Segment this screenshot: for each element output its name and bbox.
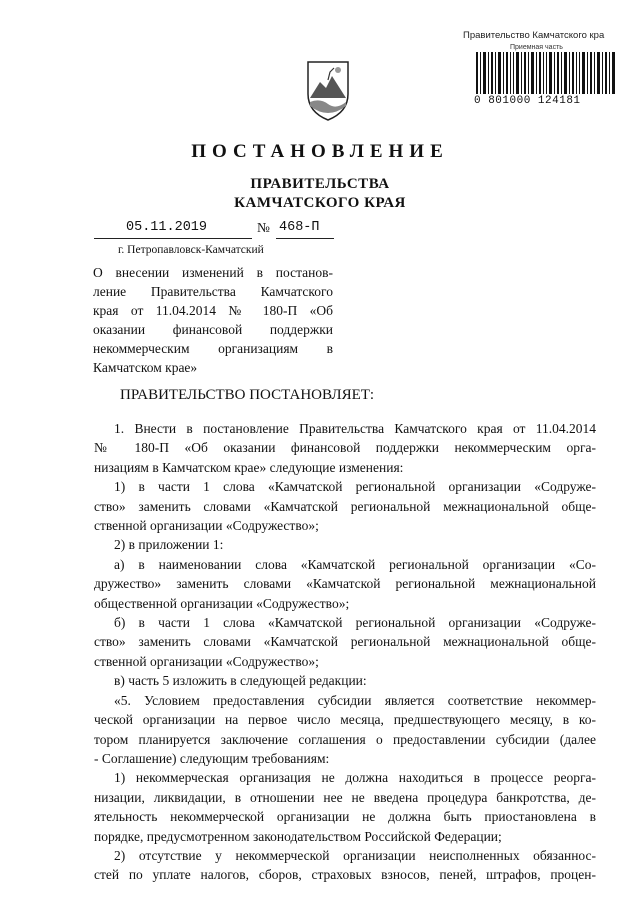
body-line: - Соглашение) следующим требованиям: xyxy=(94,750,330,766)
barcode-image xyxy=(476,52,616,94)
body-line: тором планируется заключение соглашения о предоставлении субсидии (далее xyxy=(94,731,596,747)
stamp-organization: Правительство Камчатского кра xyxy=(463,30,605,41)
coat-of-arms-icon xyxy=(304,58,352,122)
body-line: низации, ликвидации, в отношении нее не введена процедура банкротства, де- xyxy=(94,789,596,805)
body-line: а) в наименовании слова «Камчатской региональной организации «Со- xyxy=(114,556,596,572)
document-body xyxy=(94,419,596,885)
body-line: общественной организации «Содружество»; xyxy=(94,595,350,611)
body-line: ческой организации на первое число месяца, предшествующего месяцу, в ко- xyxy=(94,712,596,728)
subject-line: О внесении изменений в постанов- xyxy=(93,265,333,280)
body-line: 1) некоммерческая организация не должна находиться в процессе реорга- xyxy=(114,770,596,786)
document-number: 468-П xyxy=(279,220,320,235)
body-line: ство» заменить словами «Камчатской региональной межнациональной обще- xyxy=(94,634,596,650)
body-line: «5. Условием предоставления субсидии является соответствие некоммер- xyxy=(114,692,596,708)
subject-line: ление Правительства Камчатского xyxy=(93,284,333,299)
body-line: стей по уплате налогов, сборов, страховых взносов, пеней, штрафов, процен- xyxy=(94,867,596,883)
number-sign: № xyxy=(257,220,270,235)
document-date: 05.11.2019 xyxy=(126,220,208,235)
body-line: 1. Внести в постановление Правительства Камчатского края от 11.04.2014 xyxy=(114,421,596,436)
document-subject xyxy=(93,263,333,377)
body-line: б) в части 1 слова «Камчатской региональной организации «Содруже- xyxy=(114,615,596,631)
body-line: дружество» заменить словами «Камчатской региональной межнациональной xyxy=(94,576,596,592)
body-line: ятельность некоммерческой организации не должна быть приостановлена в xyxy=(94,809,596,825)
body-line: № 180-П «Об оказании финансовой поддержки некоммерческим орга- xyxy=(94,440,596,456)
body-line: 1) в части 1 слова «Камчатской региональной организации «Содруже- xyxy=(114,479,596,495)
subject-line: края от 11.04.2014 № 180-П «Об xyxy=(93,303,333,318)
city-of-issue: г. Петропавловск-Камчатский xyxy=(118,244,264,256)
body-line: ственной организации «Содружество»; xyxy=(94,518,319,534)
stamp-subtitle: Приемная часть xyxy=(510,44,563,51)
body-line: 2) в приложении 1: xyxy=(114,537,224,553)
subject-line: некоммерческим организациям в xyxy=(93,341,333,356)
body-line: 2) отсутствие у некоммерческой организации неисполненных обязаннос- xyxy=(114,847,596,863)
date-underline xyxy=(94,238,252,239)
issuer-line-2: КАМЧАТСКОГО КРАЯ xyxy=(234,195,406,211)
body-line: в) часть 5 изложить в следующей редакции: xyxy=(114,673,367,689)
decree-heading: ПРАВИТЕЛЬСТВО ПОСТАНОВЛЯЕТ: xyxy=(120,387,375,403)
body-line: низациям в Камчатском крае» следующие изменения: xyxy=(94,459,404,475)
subject-line: Камчатском крае» xyxy=(93,360,198,375)
barcode-number: 0 801000 124181 xyxy=(474,95,581,107)
body-line: порядке, предусмотренном законодательством Российской Федерации; xyxy=(94,828,502,844)
body-line: ство» заменить словами «Камчатской региональной межнациональной обще- xyxy=(94,498,596,514)
body-line: ственной организации «Содружество»; xyxy=(94,653,319,669)
subject-line: оказании финансовой поддержки xyxy=(93,322,333,337)
issuer-line-1: ПРАВИТЕЛЬСТВА xyxy=(250,176,390,192)
number-underline xyxy=(276,238,334,239)
document-title: ПОСТАНОВЛЕНИЕ xyxy=(191,141,449,162)
